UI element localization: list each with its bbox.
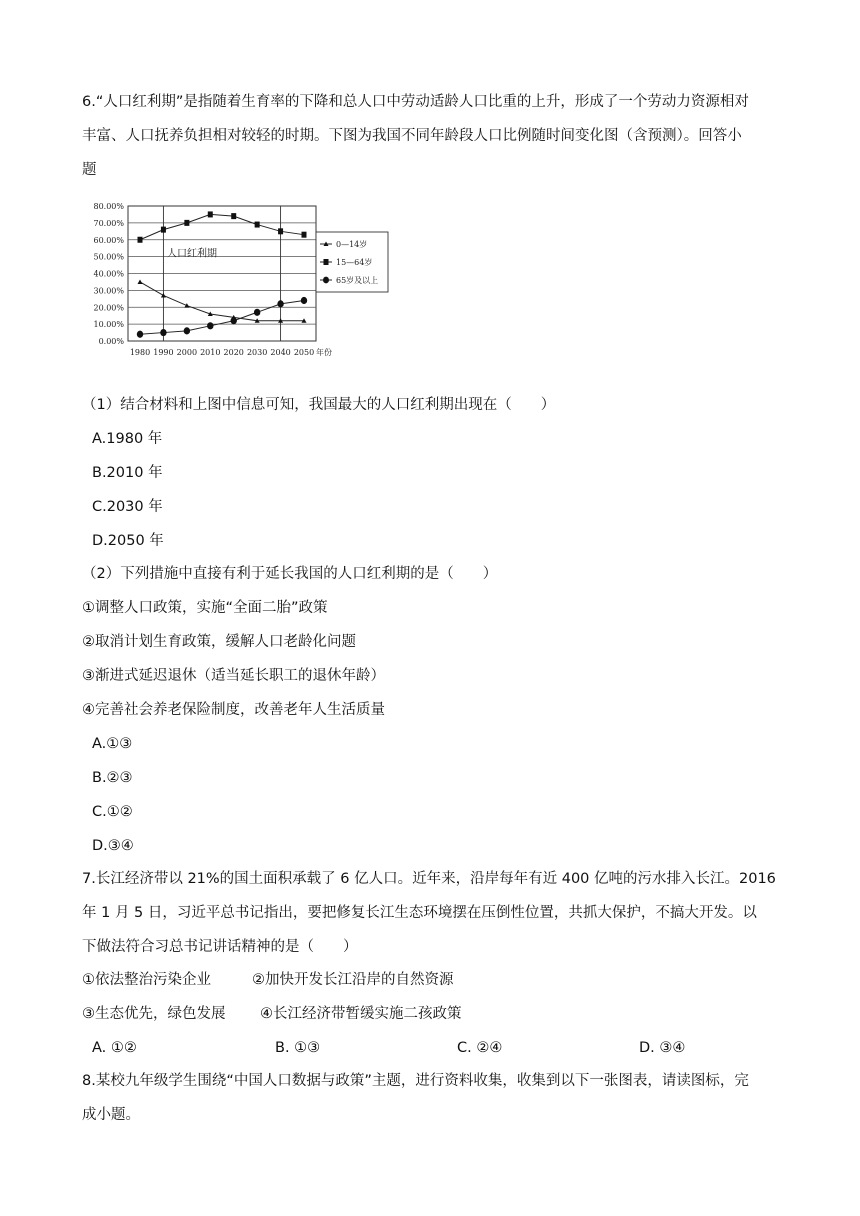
q6-sub2-statement-1: ①调整人口政策，实施“全面二胎”政策 [82, 600, 328, 616]
y-tick-label: 0.00% [98, 337, 124, 346]
data-point [138, 237, 143, 243]
data-point [254, 309, 260, 316]
q7-line3: 下做法符合习总书记讲话精神的是（ ） [82, 939, 358, 955]
q6-intro-line3: 题 [82, 162, 97, 178]
legend-label-2: 15—64岁 [336, 258, 373, 267]
data-point [277, 300, 283, 307]
data-point [278, 228, 283, 234]
q6-sub2-option-b[interactable]: B.②③ [92, 770, 133, 786]
annotation-label: 人口红利期 [167, 248, 217, 260]
q6-sub2-statement-4: ④完善社会养老保险制度，改善老年人生活质量 [82, 702, 385, 718]
q6-intro-line1: 6.“人口红利期”是指随着生育率的下降和总人口中劳动适龄人口比重的上升，形成了一个劳动力资源相对 [82, 94, 749, 110]
q7-statement-1: ①依法整治污染企业 [82, 972, 211, 988]
q7-line2: 年 1 月 5 日，习近平总书记指出，要把修复长江生态环境摆在压倒性位置，共抓大保护，不搞大开发。以 [82, 905, 757, 921]
q7-statement-4: ④长江经济带暂缓实施二孩政策 [260, 1006, 462, 1022]
data-point [301, 297, 307, 304]
x-tick-label: 2040 [270, 348, 291, 357]
data-point [184, 220, 189, 226]
y-tick-label: 50.00% [93, 252, 124, 262]
x-axis-unit: 年份 [316, 348, 332, 357]
q6-sub2-statement-3: ③渐进式延迟退休（适当延长职工的退休年龄） [82, 668, 385, 684]
x-tick-label: 2050 [293, 348, 315, 357]
data-point [160, 329, 166, 336]
y-tick-label: 30.00% [93, 286, 124, 296]
data-point [138, 279, 143, 284]
data-point [255, 222, 260, 228]
q6-intro-line2: 丰富、人口抚养负担相对较轻的时期。下图为我国不同年龄段人口比例随时间变化图（含预测）。回答小 [82, 128, 742, 144]
q6-sub1-option-a[interactable]: A.1980 年 [92, 431, 163, 447]
q6-sub1-option-c[interactable]: C.2030 年 [92, 499, 163, 515]
x-tick-label: 1990 [153, 348, 174, 357]
data-point [161, 227, 166, 233]
population-chart-svg [88, 192, 418, 374]
x-tick-label: 2010 [200, 348, 221, 357]
q7-line1: 7.长江经济带以 21%的国土面积承载了 6 亿人口。近年来，沿岸每年有近 400 亿吨的污水排入长江。2016 [82, 871, 776, 887]
y-tick-label: 70.00% [93, 218, 124, 228]
data-point [231, 317, 237, 324]
data-point [208, 211, 213, 217]
y-tick-label: 20.00% [93, 303, 124, 313]
y-tick-label: 60.00% [93, 235, 124, 245]
q6-sub2-option-c[interactable]: C.①② [92, 804, 133, 820]
y-tick-label: 40.00% [93, 269, 124, 279]
x-tick-label: 2030 [246, 348, 268, 357]
population-chart [88, 192, 418, 374]
data-point [184, 327, 190, 334]
data-point [302, 232, 307, 238]
legend-marker [324, 259, 329, 265]
q7-option-a[interactable]: A. ①② [92, 1040, 137, 1056]
legend-label-3: 65岁及以上 [336, 276, 379, 285]
data-point [231, 213, 236, 219]
q7-statement-2: ②加快开发长江沿岸的自然资源 [252, 972, 454, 988]
y-tick-label: 80.00% [93, 202, 124, 211]
legend-marker [323, 277, 329, 284]
data-point [137, 331, 143, 338]
q6-sub2-option-d[interactable]: D.③④ [92, 838, 134, 854]
q6-sub1-option-b[interactable]: B.2010 年 [92, 465, 163, 481]
q7-option-b[interactable]: B. ①③ [275, 1040, 321, 1056]
x-tick-label: 1980 [129, 348, 151, 357]
data-point [207, 322, 213, 329]
q6-sub2-stem: （2）下列措施中直接有利于延长我国的人口红利期的是（ ） [82, 566, 498, 582]
q8-line1: 8.某校九年级学生围绕“中国人口数据与政策”主题，进行资料收集，收集到以下一张图表，请读图标，完 [82, 1073, 749, 1089]
q6-sub1-stem: （1）结合材料和上图中信息可知，我国最大的人口红利期出现在（ ） [82, 397, 556, 413]
x-tick-label: 2000 [176, 348, 198, 357]
x-tick-label: 2020 [223, 348, 244, 357]
legend-label-1: 0—14岁 [336, 240, 368, 249]
q6-sub2-statement-2: ②取消计划生育政策，缓解人口老龄化问题 [82, 634, 356, 650]
data-point [161, 293, 166, 298]
q7-option-c[interactable]: C. ②④ [457, 1040, 503, 1056]
q8-line2: 成小题。 [82, 1107, 140, 1123]
q7-option-d[interactable]: D. ③④ [639, 1040, 686, 1056]
q6-sub2-option-a[interactable]: A.①③ [92, 736, 133, 752]
y-tick-label: 10.00% [93, 320, 124, 330]
q7-statement-3: ③生态优先，绿色发展 [82, 1006, 226, 1022]
q6-sub1-option-d[interactable]: D.2050 年 [92, 533, 164, 549]
